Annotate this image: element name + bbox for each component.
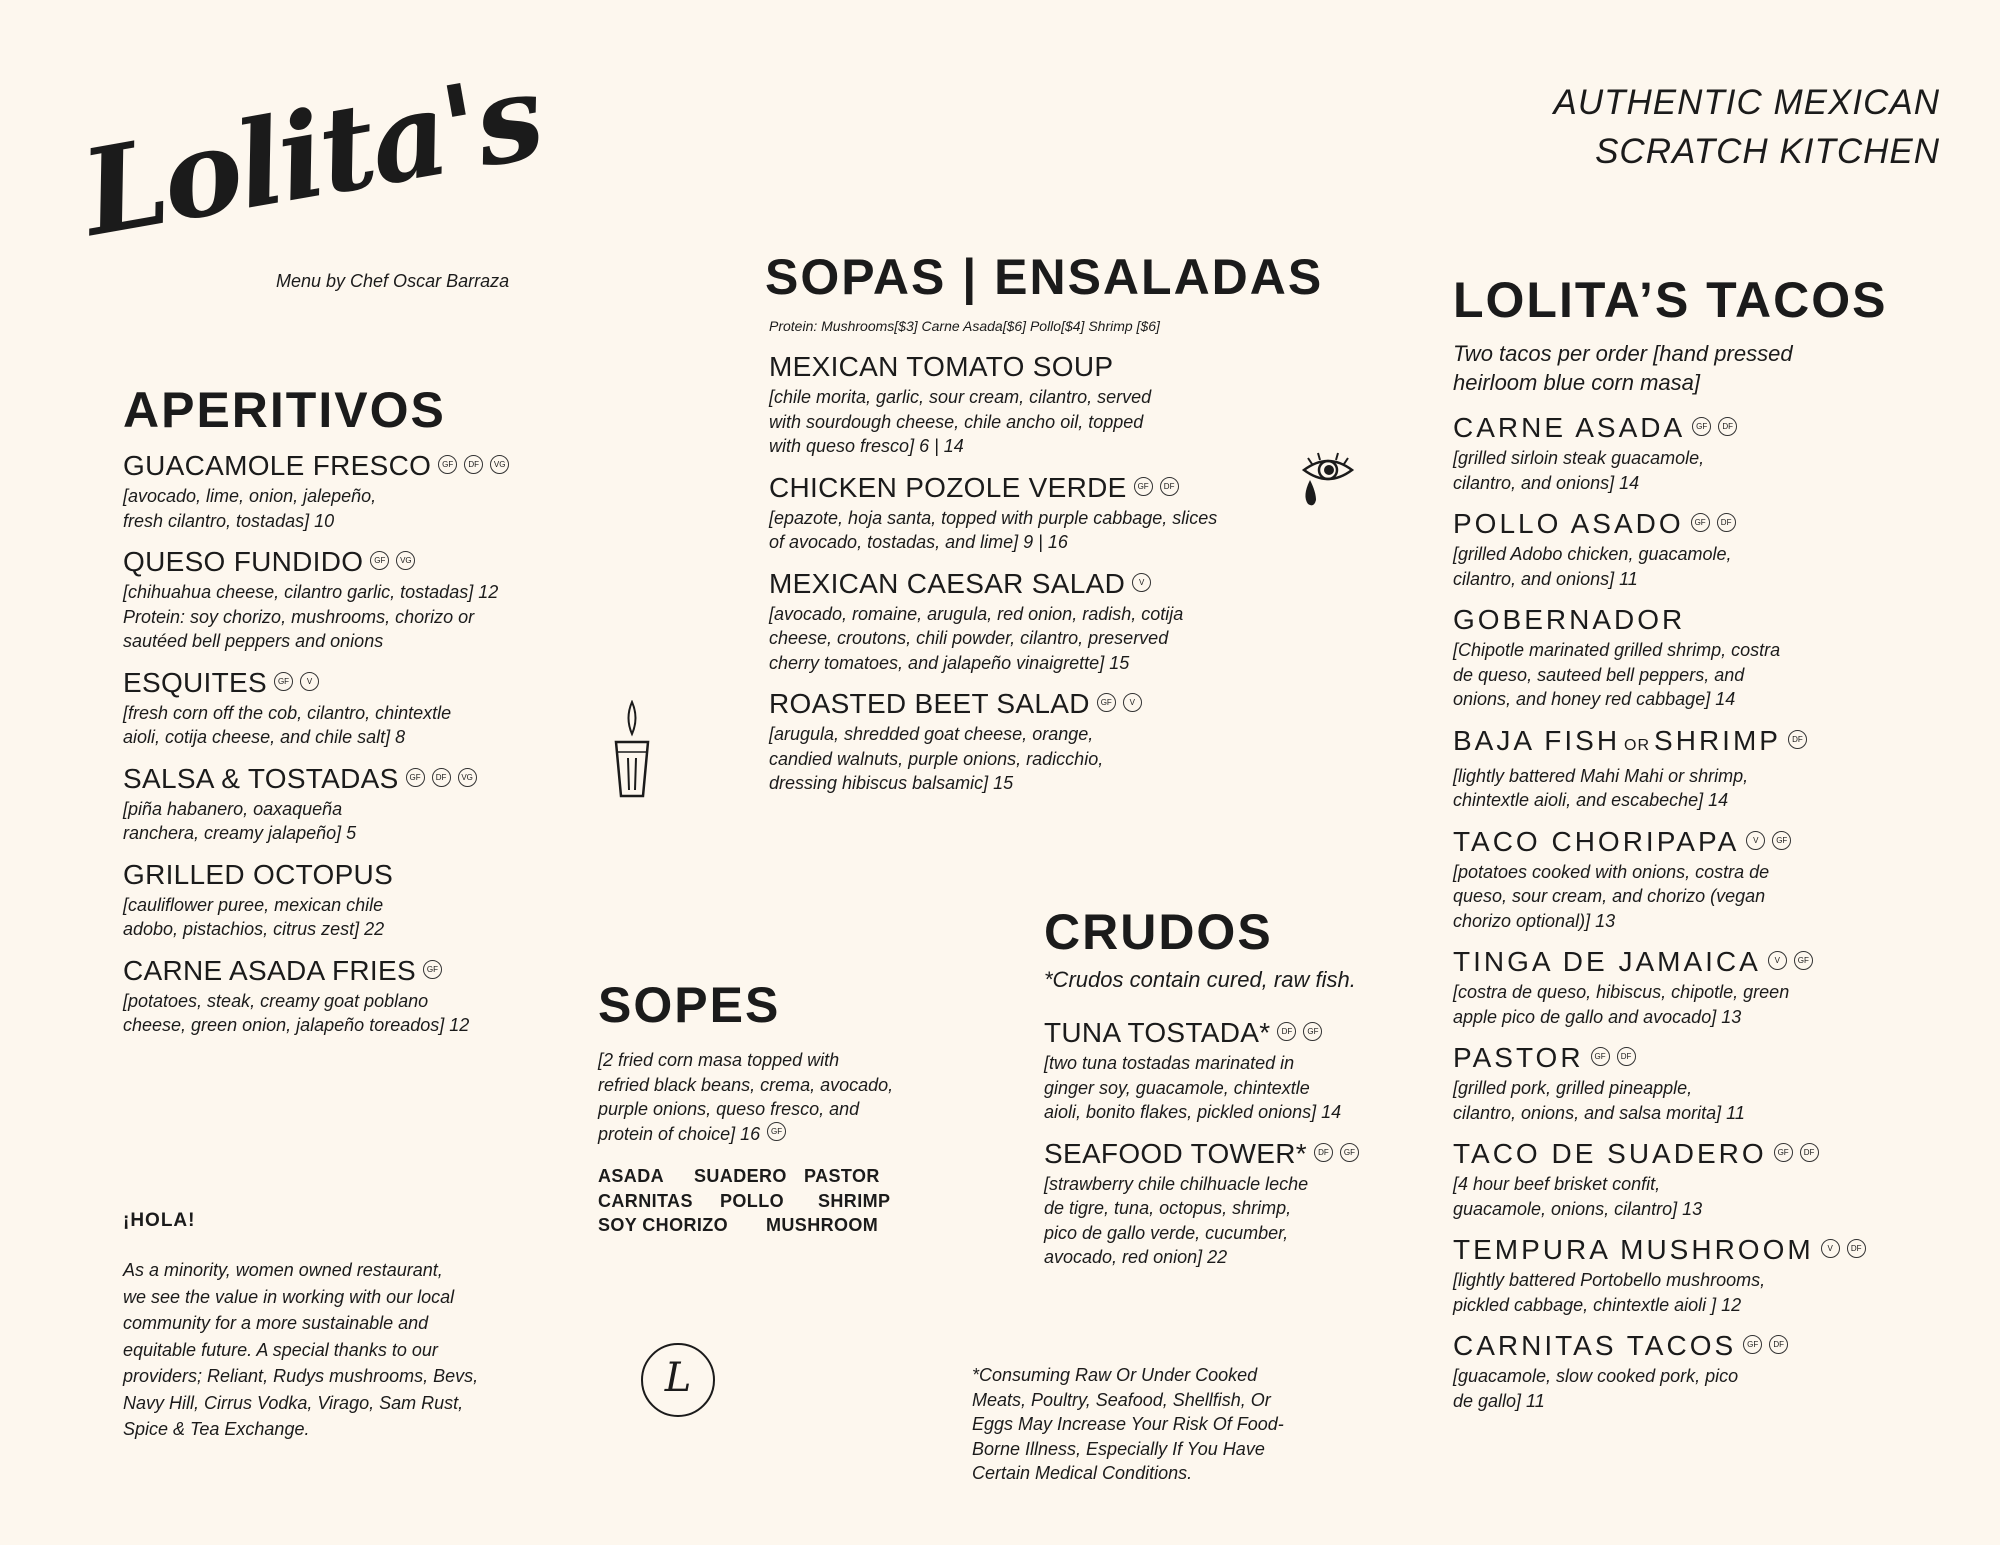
menu-item-name [769, 350, 1285, 384]
menu-item-desc: [fresh corn off the cob, cilantro, chintextle aioli, cotija cheese, and chile salt] 8 [123, 702, 452, 747]
menu-item-name-text: CHICKEN POZOLE VERDE [769, 471, 1127, 503]
dietary-tag-gf-icon: GF [1134, 477, 1153, 496]
menu-item-name [1453, 411, 1953, 445]
protein-row-3 [598, 1213, 958, 1238]
menu-item-desc: [grilled Adobo chicken, guacamole, cilantro, and onions] 11 [1453, 544, 1732, 589]
menu-item [1453, 507, 1953, 591]
dietary-tag-vg-icon: VG [490, 455, 509, 474]
logo [72, 45, 551, 295]
dietary-tag-df-icon: DF [1160, 477, 1179, 496]
menu-item-name-text: ESQUITES [123, 666, 267, 698]
menu-item-name [769, 567, 1285, 601]
menu-item-desc: [Chipotle marinated grilled shrimp, costra de queso, sauteed bell peppers, and onions, and honey red cabbage] 14 [1453, 640, 1781, 709]
dietary-tag-gf-icon: GF [438, 455, 457, 474]
menu-item-desc: [strawberry chile chilhuacle leche de tigre, tuna, octopus, shrimp, pico de gallo verde, cucumber, avocado, red onion] 22 [1044, 1173, 1309, 1267]
menu-item [123, 762, 563, 846]
dietary-tag-gf-icon: GF [1591, 1047, 1610, 1066]
menu-item [123, 666, 563, 750]
dietary-tag-v-icon: V [1768, 951, 1787, 970]
menu-item-desc: [chile morita, garlic, sour cream, cilantro, served with sourdough cheese, chile ancho oil, topped with queso fresco] 6 | 14 [769, 387, 1152, 456]
menu-item [1044, 1137, 1444, 1270]
menu-item-desc: [piña habanero, oaxaqueña ranchera, creamy jalapeño] 5 [123, 798, 357, 843]
dietary-tag-df-icon: DF [1800, 1143, 1819, 1162]
dietary-tag-df-icon: DF [1769, 1335, 1788, 1354]
section-title-sopas: SOPAS | ENSALADAS [765, 249, 1324, 305]
menu-item-desc: [cauliflower puree, mexican chile adobo, pistachios, citrus zest] 22 [123, 894, 385, 939]
menu-item-name [1453, 603, 1953, 637]
menu-item-name-text: BAJA FISH [1453, 724, 1621, 756]
dietary-tag-gf-icon: GF [1794, 951, 1813, 970]
section-title-sopes: SOPES [598, 977, 781, 1033]
dietary-tag-gf-icon: GF [1692, 417, 1711, 436]
dietary-tag-v-icon: V [1132, 573, 1151, 592]
menu-item [1453, 945, 1953, 1029]
menu-item [1453, 1137, 1953, 1221]
monogram-letter: L [664, 1355, 692, 1401]
menu-item-name-text: SHRIMP [1654, 724, 1781, 756]
menu-item [769, 567, 1285, 676]
menu-item-name [123, 545, 563, 579]
aperitivos-section [123, 382, 563, 1050]
menu-item-name-text: CARNE ASADA FRIES [123, 954, 416, 986]
menu-item-name-text: MEXICAN CAESAR SALAD [769, 567, 1126, 599]
protein-option: ASADA [598, 1166, 665, 1186]
menu-item-name [1453, 825, 1953, 859]
raw-food-disclaimer: *Consuming Raw Or Under Cooked Meats, Poultry, Seafood, Shellfish, Or Eggs May Increase Your Risk Of Food- Borne Illness, Especially If You Have Certain Medical Conditions. [972, 1365, 1284, 1483]
candle-icon [610, 700, 654, 800]
menu-item [1453, 411, 1953, 495]
menu-item-name [1453, 945, 1953, 979]
menu-item-name-text: SALSA & TOSTADAS [123, 762, 399, 794]
menu-item-desc: [costra de queso, hibiscus, chipotle, green apple pico de gallo and avocado] 13 [1453, 982, 1790, 1027]
menu-item-name-text: GRILLED OCTOPUS [123, 858, 394, 890]
menu-item-name [123, 449, 563, 483]
menu-item-name-text: GUACAMOLE FRESCO [123, 450, 432, 481]
protein-option: SHRIMP [818, 1190, 891, 1211]
section-title-crudos: CRUDOS [1044, 904, 1273, 960]
menu-item [123, 449, 563, 533]
menu-item-name-text: TACO CHORIPAPA [1453, 825, 1740, 857]
menu-item [1453, 1233, 1953, 1317]
menu-item-name-text: ROASTED BEET SALAD [769, 688, 1090, 719]
dietary-tag-gf-icon: GF [423, 960, 442, 979]
dietary-tag-vg-icon: VG [458, 768, 477, 787]
tacos-list [1453, 411, 1953, 1413]
menu-item-desc: [4 hour beef brisket confit, guacamole, onions, cilantro] 13 [1453, 1174, 1703, 1219]
dietary-tag-df-icon: DF [1277, 1022, 1296, 1041]
sopes-tags [760, 1124, 786, 1144]
dietary-tag-df-icon: DF [1788, 730, 1807, 749]
protein-row-2 [598, 1189, 958, 1214]
menu-item-desc: [epazote, hoja santa, topped with purple cabbage, slices of avocado, tostadas, and lime] 9 | 16 [769, 507, 1218, 552]
menu-item-desc: [two tuna tostadas marinated in ginger soy, guacamole, chintextle aioli, bonito flakes, pickled onions] 14 [1044, 1053, 1342, 1122]
dietary-tag-df-icon: DF [464, 455, 483, 474]
or-connector: OR [1624, 736, 1651, 754]
menu-item-desc: [potatoes cooked with onions, costra de queso, sour cream, and chorizo (vegan chorizo optional)] 13 [1453, 861, 1770, 931]
dietary-tag-gf-icon: GF [406, 768, 425, 787]
menu-item [769, 687, 1285, 796]
protein-option: PASTOR [804, 1166, 880, 1186]
dietary-tag-gf-icon: GF [1691, 513, 1710, 532]
dietary-tag-v-icon: V [1821, 1239, 1840, 1258]
menu-item-desc: [lightly battered Mahi Mahi or shrimp, chintextle aioli, and escabeche] 14 [1453, 765, 1749, 810]
dietary-tag-gf-icon: GF [370, 551, 389, 570]
dietary-tag-gf-icon: GF [1340, 1143, 1359, 1162]
menu-item-name [769, 471, 1285, 505]
dietary-tag-df-icon: DF [1717, 513, 1736, 532]
menu-item-name [1453, 1041, 1953, 1075]
menu-item-name [123, 666, 563, 700]
menu-item-name-text: TUNA TOSTADA* [1044, 1017, 1271, 1048]
hola-title: ¡HOLA! [123, 1210, 196, 1231]
menu-item [123, 545, 563, 654]
menu-item-name-text: CARNE ASADA [1453, 412, 1686, 443]
dietary-tag-v-icon: V [300, 672, 319, 691]
dietary-tag-v-icon: V [1123, 693, 1142, 712]
menu-item-name [1453, 1233, 1953, 1267]
protein-option: MUSHROOM [766, 1215, 879, 1235]
dietary-tag-gf-icon: GF [1774, 1143, 1793, 1162]
dietary-tag-df-icon: DF [1617, 1047, 1636, 1066]
menu-item-name [1453, 1137, 1953, 1171]
menu-item-desc: [chihuahua cheese, cilantro garlic, tostadas] 12 Protein: soy chorizo, mushrooms, chorizo or sautéed bell peppers and onions [123, 582, 499, 651]
dietary-tag-gf-icon: GF [1772, 831, 1791, 850]
menu-item-name [1453, 507, 1953, 541]
sopes-proteins [598, 1164, 958, 1238]
hola-body: As a minority, women owned restaurant, we see the value in working with our local community for a more sustainable and equitable future. A special thanks to our providers; Reliant, Rudys mushrooms, Bevs, Navy Hill, Cirrus Vodka, Virago, Sam Rust, Spice & Tea Exchange. [123, 1260, 479, 1439]
dietary-tag-gf-icon: GF [274, 672, 293, 691]
section-title-aperitivos: APERITIVOS [123, 382, 446, 438]
protein-note: Protein: Mushrooms[$3] Carne Asada[$6] Pollo[$4] Shrimp [$6] [769, 318, 1160, 334]
menu-item-desc: [lightly battered Portobello mushrooms, pickled cabbage, chintextle aioli ] 12 [1453, 1270, 1766, 1315]
tagline-line-2: SCRATCH KITCHEN [1595, 132, 1940, 171]
logo-wordmark: Lolita's [72, 45, 551, 263]
dietary-tag-gf-icon: GF [1303, 1022, 1322, 1041]
dietary-tag-gf-icon: GF [1097, 693, 1116, 712]
menu-item-desc: [arugula, shredded goat cheese, orange, candied walnuts, purple onions, radicchio, dressing hibiscus balsamic] 15 [769, 724, 1104, 793]
sopes-section [598, 977, 958, 1238]
menu-item-desc: [grilled sirloin steak guacamole, cilantro, and onions] 14 [1453, 448, 1705, 493]
protein-option: POLLO [720, 1190, 784, 1211]
dietary-tag-v-icon: V [1746, 831, 1765, 850]
menu-item-name-text: POLLO ASADO [1453, 508, 1684, 539]
menu-item-name [1044, 1137, 1444, 1171]
dietary-tag-df-icon: DF [432, 768, 451, 787]
menu-item-name [1453, 724, 1953, 763]
crudos-list [1044, 1016, 1444, 1270]
menu-item-desc: [avocado, romaine, arugula, red onion, radish, cotija cheese, croutons, chili powder, cilantro, preserved cherry tomatoes, and jalapeño vinaigrette] 15 [769, 603, 1184, 673]
dietary-tag-vg-icon: VG [396, 551, 415, 570]
protein-option: SOY CHORIZO [598, 1215, 729, 1235]
menu-item [1453, 724, 1953, 813]
menu-item-name [1044, 1016, 1444, 1050]
byline: Menu by Chef Oscar Barraza [276, 271, 510, 291]
menu-item-name-text: QUESO FUNDIDO [123, 546, 364, 577]
menu-item [1453, 825, 1953, 934]
aperitivos-list [123, 449, 563, 1038]
sopes-desc [598, 1048, 958, 1146]
crudos-subtitle: *Crudos contain cured, raw fish. [1044, 967, 1356, 992]
sopas-section [765, 249, 1324, 808]
menu-item-desc: [guacamole, slow cooked pork, pico de gallo] 11 [1453, 1366, 1739, 1411]
tacos-section [1453, 272, 1953, 1425]
menu-item [1453, 1329, 1953, 1413]
sopas-list [769, 350, 1285, 796]
dietary-tag-df-icon: DF [1718, 417, 1737, 436]
protein-option: SUADERO [694, 1166, 787, 1186]
crudos-section [1044, 904, 1444, 1282]
menu-item-name-text: GOBERNADOR [1453, 604, 1686, 635]
dietary-tag-gf-icon: GF [767, 1122, 786, 1141]
section-title-tacos: LOLITA’S TACOS [1453, 272, 1888, 328]
menu-item-desc: [potatoes, steak, creamy goat poblano cheese, green onion, jalapeño toreados] 12 [123, 990, 470, 1035]
menu-item [123, 858, 563, 942]
dietary-tag-df-icon: DF [1314, 1143, 1333, 1162]
dietary-tag-gf-icon: GF [1743, 1335, 1762, 1354]
protein-option: CARNITAS [598, 1190, 693, 1211]
menu-item-name [123, 762, 563, 796]
protein-row-1 [598, 1164, 958, 1189]
menu-item [1453, 1041, 1953, 1125]
menu-item-name-text: MEXICAN TOMATO SOUP [769, 351, 1114, 382]
menu-item-name [769, 687, 1285, 721]
crying-eye-icon [1298, 450, 1358, 522]
hola-section [123, 1210, 553, 1443]
menu-item-name-text: PASTOR [1453, 1042, 1584, 1073]
menu-item-desc: [avocado, lime, onion, jalepeño, fresh cilantro, tostadas] 10 [123, 486, 377, 531]
menu-item [1044, 1016, 1444, 1125]
dietary-tag-df-icon: DF [1847, 1239, 1866, 1258]
menu-item [769, 471, 1285, 555]
tagline [1340, 78, 1940, 176]
menu-item-desc: [grilled pork, grilled pineapple, cilantro, onions, and salsa morita] 11 [1453, 1078, 1745, 1123]
menu-item-name-text: CARNITAS TACOS [1453, 1330, 1737, 1361]
sopes-desc-text: [2 fried corn masa topped with refried black beans, crema, avocado, purple onions, queso fresco, and protein of choice] 16 [598, 1050, 894, 1144]
menu-item-name-text: SEAFOOD TOWER* [1044, 1137, 1307, 1169]
tacos-subtitle: Two tacos per order [hand pressed heirloom blue corn masa] [1453, 341, 1793, 395]
menu-item-name-text: TINGA DE JAMAICA [1453, 946, 1761, 977]
menu-item-name [1453, 1329, 1953, 1363]
menu-item-name [123, 858, 563, 892]
menu-item [123, 954, 563, 1038]
menu-item-name [123, 954, 563, 988]
menu-item-name-text: TACO DE SUADERO [1453, 1138, 1767, 1169]
menu-item-name-text: TEMPURA MUSHROOM [1453, 1234, 1814, 1265]
monogram-icon [640, 1342, 716, 1418]
menu-item [1453, 603, 1953, 712]
menu-item [769, 350, 1285, 459]
tagline-line-1: AUTHENTIC MEXICAN [1553, 83, 1940, 122]
